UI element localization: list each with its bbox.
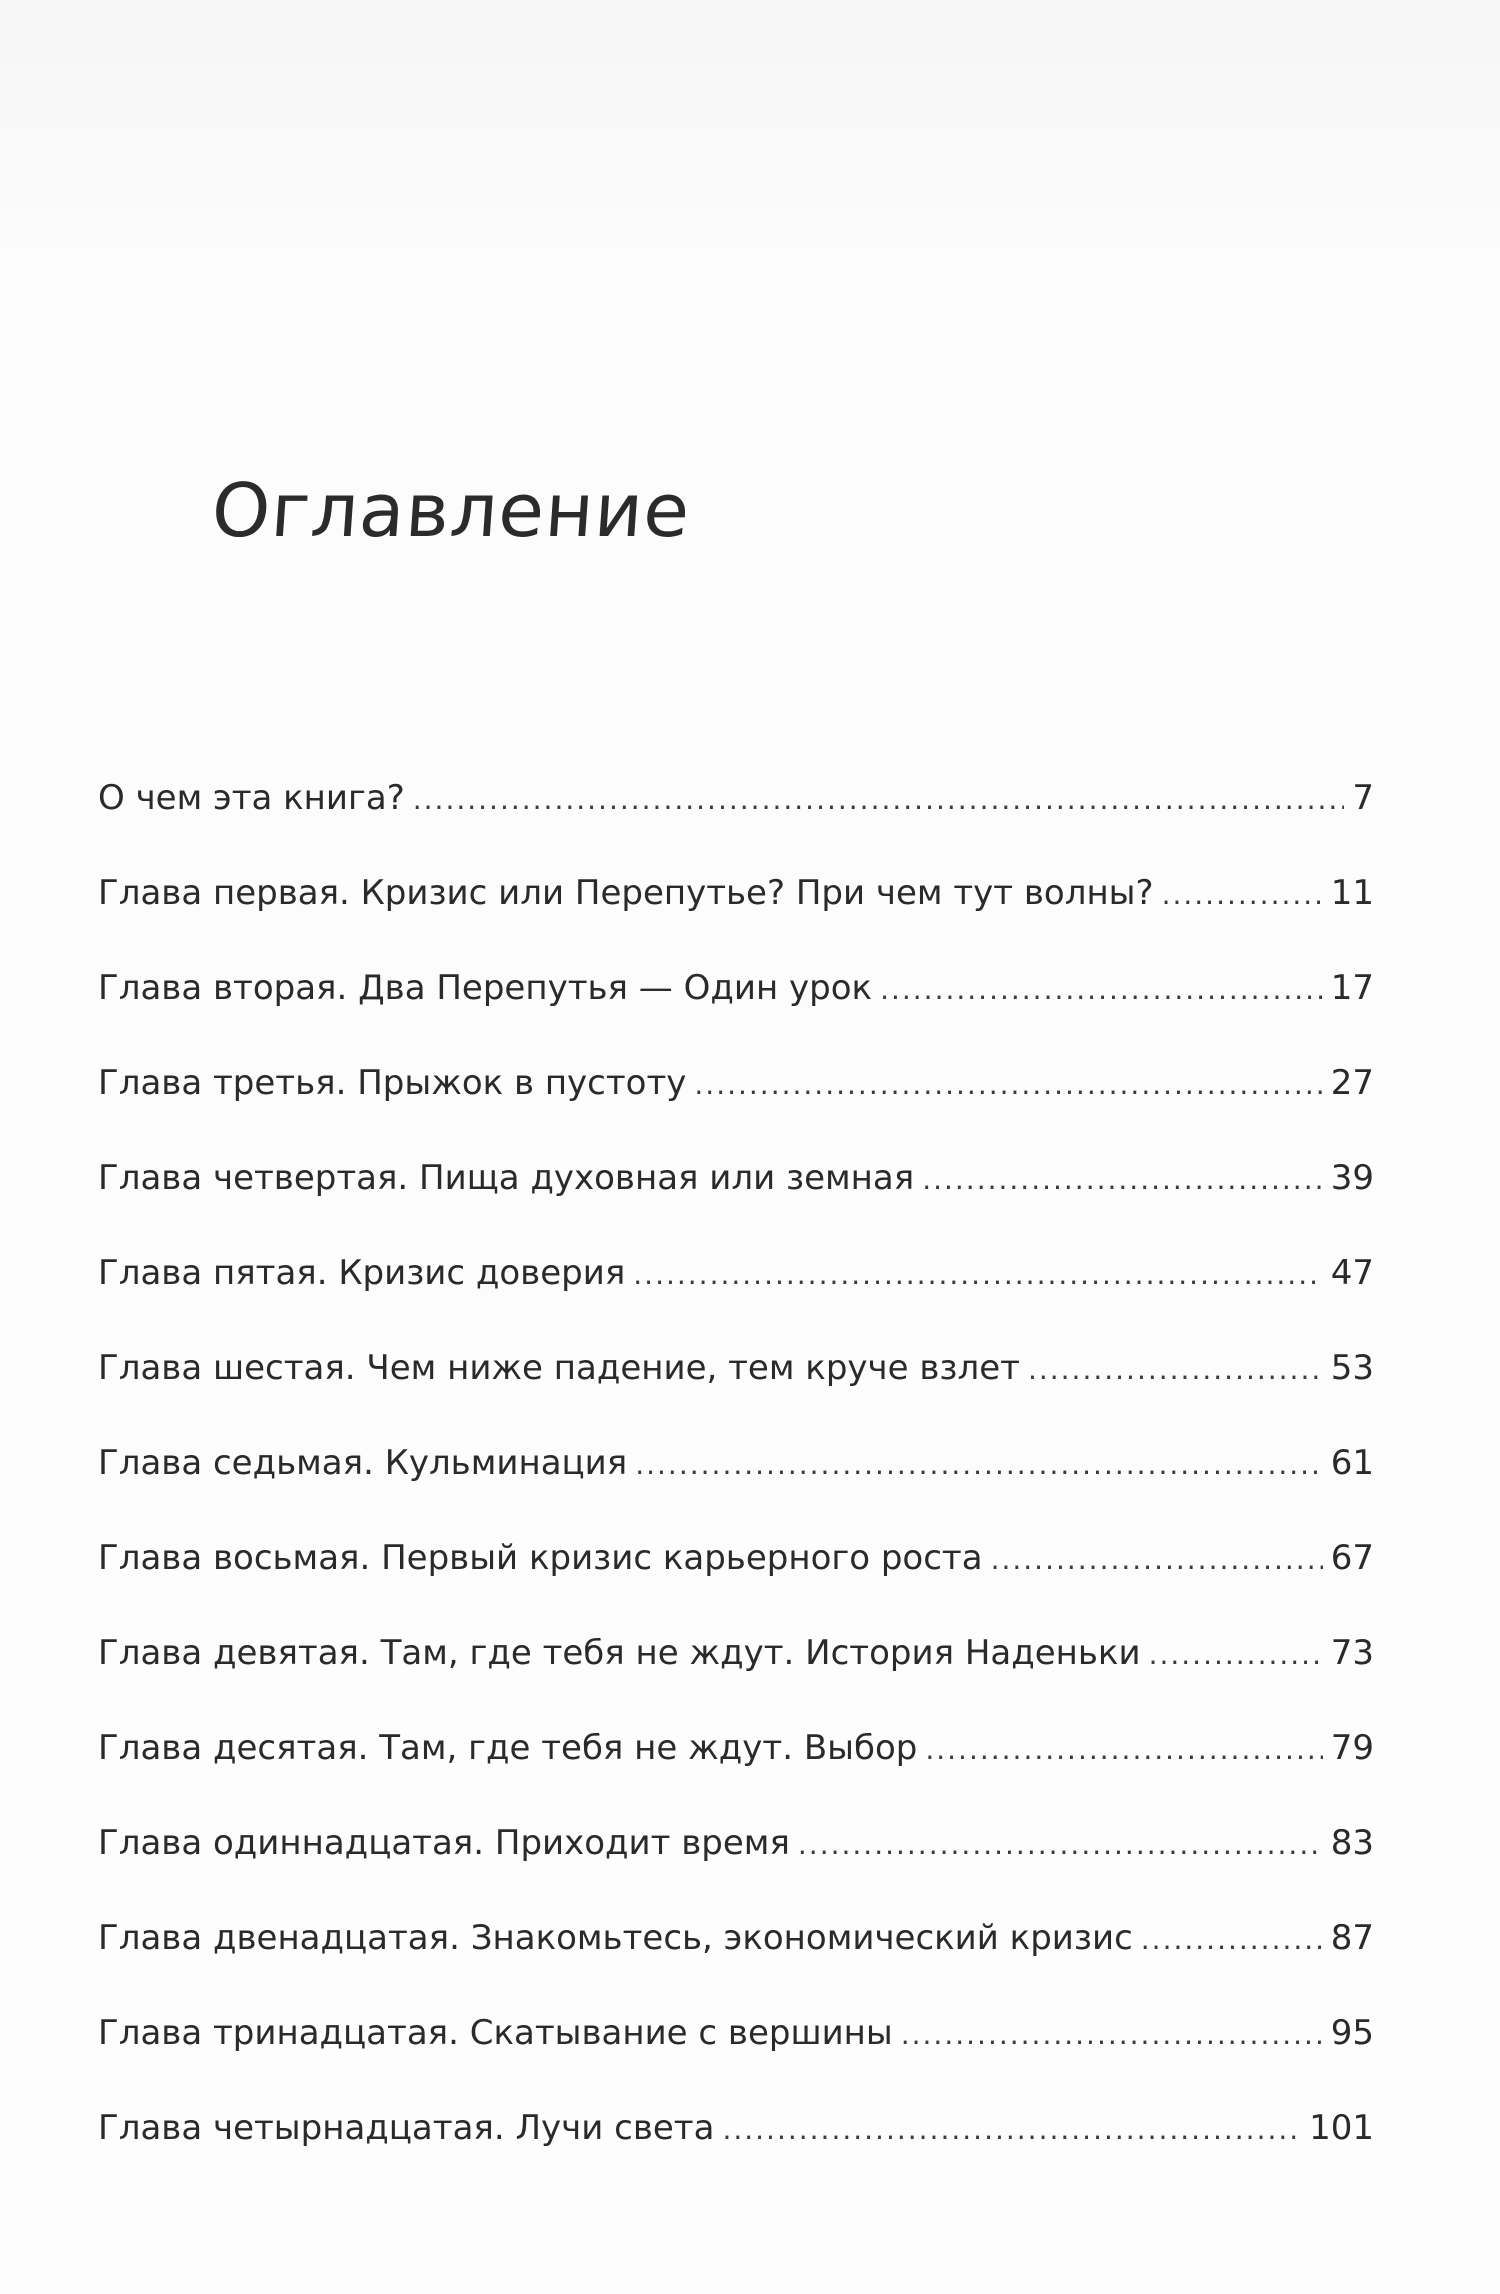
page-title: Оглавление: [208, 468, 694, 554]
toc-entry-title: О чем эта книга?: [98, 778, 405, 818]
toc-entry: [98, 1701, 1374, 1796]
toc-entry: [98, 751, 1374, 846]
toc-entry: [98, 1606, 1374, 1701]
toc-entry: [98, 1796, 1374, 1891]
toc-entry-page: 11: [1330, 873, 1374, 913]
toc-entry-page: 61: [1330, 1443, 1374, 1483]
dot-leader: [925, 1702, 1322, 1797]
dot-leader: [1141, 1892, 1323, 1987]
toc-entry-page: 73: [1330, 1633, 1374, 1673]
toc-entry: [98, 1131, 1374, 1226]
toc-entry-title: Глава одиннадцатая. Приходит время: [98, 1823, 790, 1863]
dot-leader: [694, 1037, 1322, 1132]
toc-entry-title: Глава четвертая. Пища духовная или земная: [98, 1158, 915, 1198]
dot-leader: [1028, 1322, 1323, 1417]
toc-entry-title: Глава третья. Прыжок в пустоту: [98, 1063, 687, 1103]
toc-entry-page: 67: [1330, 1538, 1374, 1578]
toc-entry-title: Глава шестая. Чем ниже падение, тем круче взлет: [98, 1348, 1020, 1388]
toc-entry: [98, 1891, 1374, 1986]
toc-entry: [98, 1416, 1374, 1511]
toc-entry: [98, 2081, 1374, 2176]
toc-entry-page: 17: [1330, 968, 1374, 1008]
toc-entry-page: 87: [1330, 1918, 1374, 1958]
toc-entry-page: 47: [1330, 1253, 1374, 1293]
dot-leader: [991, 1512, 1323, 1607]
dot-leader: [880, 942, 1323, 1037]
toc-entry-title: Глава восьмая. Первый кризис карьерного роста: [98, 1538, 983, 1578]
toc-entry-page: 27: [1330, 1063, 1374, 1103]
toc-entry-title: Глава пятая. Кризис доверия: [98, 1253, 626, 1293]
dot-leader: [1149, 1607, 1323, 1702]
toc-entry: [98, 1226, 1374, 1321]
dot-leader: [922, 1132, 1323, 1227]
toc-entry-title: Глава десятая. Там, где тебя не ждут. Выбор: [98, 1728, 918, 1768]
dot-leader: [901, 1987, 1323, 2082]
table-of-contents: [98, 751, 1374, 2176]
toc-entry-title: Глава тринадцатая. Скатывание с вершины: [98, 2013, 893, 2053]
toc-entry-title: Глава двенадцатая. Знакомьтесь, экономический кризис: [98, 1918, 1133, 1958]
dot-leader: [722, 2082, 1301, 2177]
toc-entry-title: Глава седьмая. Кульминация: [98, 1443, 628, 1483]
toc-entry: [98, 1321, 1374, 1416]
toc-entry-page: 95: [1330, 2013, 1374, 2053]
dot-leader: [798, 1797, 1323, 1892]
toc-entry-page: 53: [1330, 1348, 1374, 1388]
dot-leader: [1162, 847, 1323, 942]
toc-entry-title: Глава первая. Кризис или Перепутье? При чем тут волны?: [98, 873, 1154, 913]
dot-leader: [413, 752, 1345, 847]
toc-entry: [98, 846, 1374, 941]
toc-entry: [98, 941, 1374, 1036]
toc-entry: [98, 1511, 1374, 1606]
toc-entry-title: Глава четырнадцатая. Лучи света: [98, 2108, 715, 2148]
toc-entry: [98, 1986, 1374, 2081]
toc-entry-page: 39: [1330, 1158, 1374, 1198]
toc-entry-title: Глава вторая. Два Перепутья — Один урок: [98, 968, 873, 1008]
toc-entry-page: 7: [1352, 778, 1374, 818]
toc-entry-page: 83: [1330, 1823, 1374, 1863]
dot-leader: [633, 1227, 1322, 1322]
toc-entry: [98, 1036, 1374, 1131]
toc-entry-title: Глава девятая. Там, где тебя не ждут. История Наденьки: [98, 1633, 1141, 1673]
dot-leader: [635, 1417, 1323, 1512]
toc-entry-page: 79: [1330, 1728, 1374, 1768]
toc-entry-page: 101: [1309, 2108, 1374, 2148]
